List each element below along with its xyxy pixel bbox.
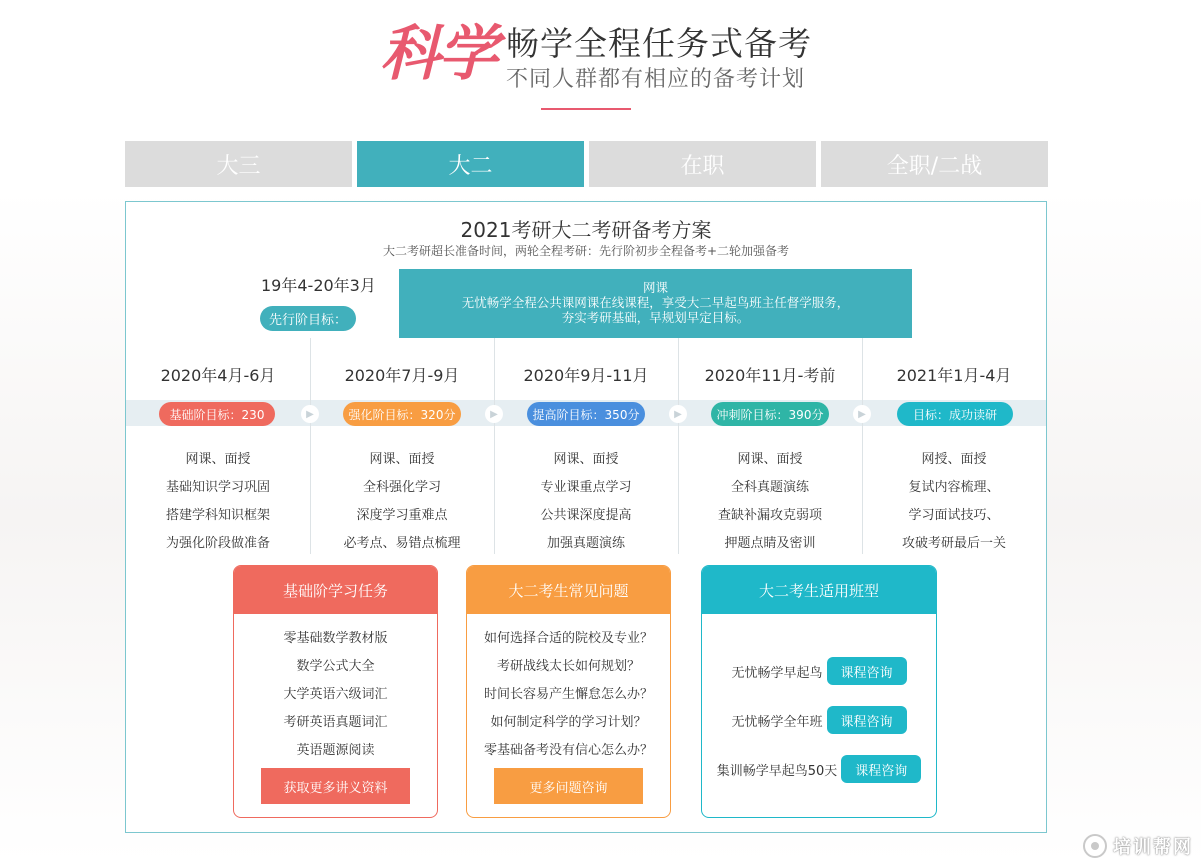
class-name: 无忧畅学早起鸟 [731, 665, 823, 681]
header-divider [541, 108, 631, 110]
chevron-right-icon: ▶ [301, 405, 319, 423]
basic-tasks-card [233, 565, 438, 818]
watermark [1083, 833, 1193, 859]
online-course-line2: 夯实考研基础，早规划早定目标。 [561, 310, 750, 325]
card-title: 基础阶学习任务 [234, 566, 437, 614]
list-item: 全科真题演练 [730, 480, 809, 495]
plan-subtitle: 大二考研超长准备时间，两轮全程考研：先行阶初步全程备考+二轮加强备考 [382, 244, 790, 258]
list-item: 复试内容梳理、 [908, 480, 1000, 495]
faq-card [466, 565, 671, 818]
course-consult-button[interactable]: 课程咨询 [841, 755, 921, 783]
list-item: 搭建学科知识框架 [165, 508, 270, 523]
chevron-right-icon: ▶ [669, 405, 687, 423]
list-item: 网课、面授 [185, 452, 251, 467]
tab-junior[interactable]: 大三 [125, 141, 352, 187]
more-questions-button[interactable]: 更多问题咨询 [494, 768, 643, 804]
online-course-box [399, 269, 912, 338]
list-item: 考研英语真题词汇 [283, 715, 388, 730]
list-item: 公共课深度提高 [540, 508, 632, 523]
stage-item-list [862, 446, 1046, 558]
header-title: 畅学全程任务式备考 [506, 24, 812, 63]
list-item: 全科强化学习 [362, 480, 441, 495]
list-item: 为强化阶段做准备 [165, 536, 270, 551]
list-item: 学习面试技巧、 [908, 508, 1000, 523]
stage-item-list [126, 446, 310, 558]
list-item: 大学英语六级词汇 [283, 687, 388, 702]
stage-goal-badge: 提高阶目标：350分 [527, 402, 645, 426]
list-item: 数学公式大全 [296, 659, 375, 674]
list-item: 查缺补漏攻克弱项 [717, 508, 822, 523]
header-accent: 科学 [380, 19, 496, 89]
list-item: 网课、面授 [737, 452, 803, 467]
stage-item-list [494, 446, 678, 558]
online-course-line1: 无忧畅学全程公共课网课在线课程，享受大二早起鸟班主任督学服务， [461, 295, 850, 310]
stage-intensive [310, 338, 494, 554]
card-title: 大二考生适用班型 [702, 566, 936, 614]
plan-title: 2021考研大二考研备考方案 [460, 218, 712, 242]
list-item: 深度学习重难点 [356, 508, 448, 523]
pre-stage-date: 19年4-20年3月 [261, 276, 376, 295]
stage-basic [126, 338, 310, 554]
card-title: 大二考生常见问题 [467, 566, 670, 614]
chevron-right-icon: ▶ [485, 405, 503, 423]
list-item: 加强真题演练 [546, 536, 625, 551]
plan-panel [125, 201, 1047, 833]
stage-date: 2020年7月-9月 [344, 366, 460, 385]
list-item[interactable]: 考研战线太长如何规划？ [496, 659, 640, 674]
list-item: 网课、面授 [553, 452, 619, 467]
list-item: 攻破考研最后一关 [901, 536, 1006, 551]
stage-final [862, 338, 1046, 554]
class-row [702, 657, 936, 685]
list-item: 押题点睛及密训 [724, 536, 816, 551]
stage-goal-badge: 基础阶目标：230 [159, 402, 275, 426]
list-item: 英语题源阅读 [296, 743, 375, 758]
list-item[interactable]: 如何选择合适的院校及专业？ [483, 631, 653, 646]
list-item[interactable]: 时间长容易产生懈怠怎么办？ [483, 687, 653, 702]
stage-date: 2020年11月-考前 [704, 366, 836, 385]
get-materials-button[interactable]: 获取更多讲义资料 [261, 768, 410, 804]
list-item[interactable]: 零基础备考没有信心怎么办？ [483, 743, 653, 758]
class-row [702, 706, 936, 734]
stage-date: 2021年1月-4月 [896, 366, 1012, 385]
class-name: 集训畅学早起鸟50天 [716, 763, 838, 779]
list-item: 基础知识学习巩固 [165, 480, 270, 495]
tab-sophomore[interactable]: 大二 [357, 141, 584, 187]
stage-improve [494, 338, 678, 554]
stage-sprint [678, 338, 862, 554]
list-item: 专业课重点学习 [540, 480, 632, 495]
card-item-list [467, 614, 670, 765]
watermark-logo-icon [1083, 834, 1107, 858]
stage-item-list [310, 446, 494, 558]
stage-goal-badge: 冲刺阶目标：390分 [711, 402, 829, 426]
stage-goal-badge: 强化阶目标：320分 [343, 402, 461, 426]
class-row [702, 755, 936, 783]
class-name: 无忧畅学全年班 [731, 714, 823, 730]
stage-date: 2020年9月-11月 [523, 366, 649, 385]
stage-date: 2020年4月-6月 [160, 366, 276, 385]
header-subtitle: 不同人群都有相应的备考计划 [506, 67, 806, 92]
tab-employed[interactable]: 在职 [589, 141, 816, 187]
card-item-list [234, 614, 437, 765]
tab-fulltime-retake[interactable]: 全职/二战 [821, 141, 1048, 187]
course-consult-button[interactable]: 课程咨询 [827, 706, 907, 734]
course-consult-button[interactable]: 课程咨询 [827, 657, 907, 685]
online-course-title: 网课 [642, 280, 668, 295]
pre-stage-goal-badge: 先行阶目标： [260, 306, 356, 331]
stage-goal-badge: 目标：成功读研 [897, 402, 1013, 426]
list-item: 网授、面授 [921, 452, 987, 467]
watermark-text: 培训帮网 [1113, 837, 1193, 858]
chevron-right-icon: ▶ [853, 405, 871, 423]
list-item: 零基础数学教材版 [283, 631, 388, 646]
stage-item-list [678, 446, 862, 558]
list-item: 网课、面授 [369, 452, 435, 467]
list-item[interactable]: 如何制定科学的学习计划？ [490, 715, 647, 730]
list-item: 必考点、易错点梳理 [343, 536, 461, 551]
class-types-card [701, 565, 937, 818]
